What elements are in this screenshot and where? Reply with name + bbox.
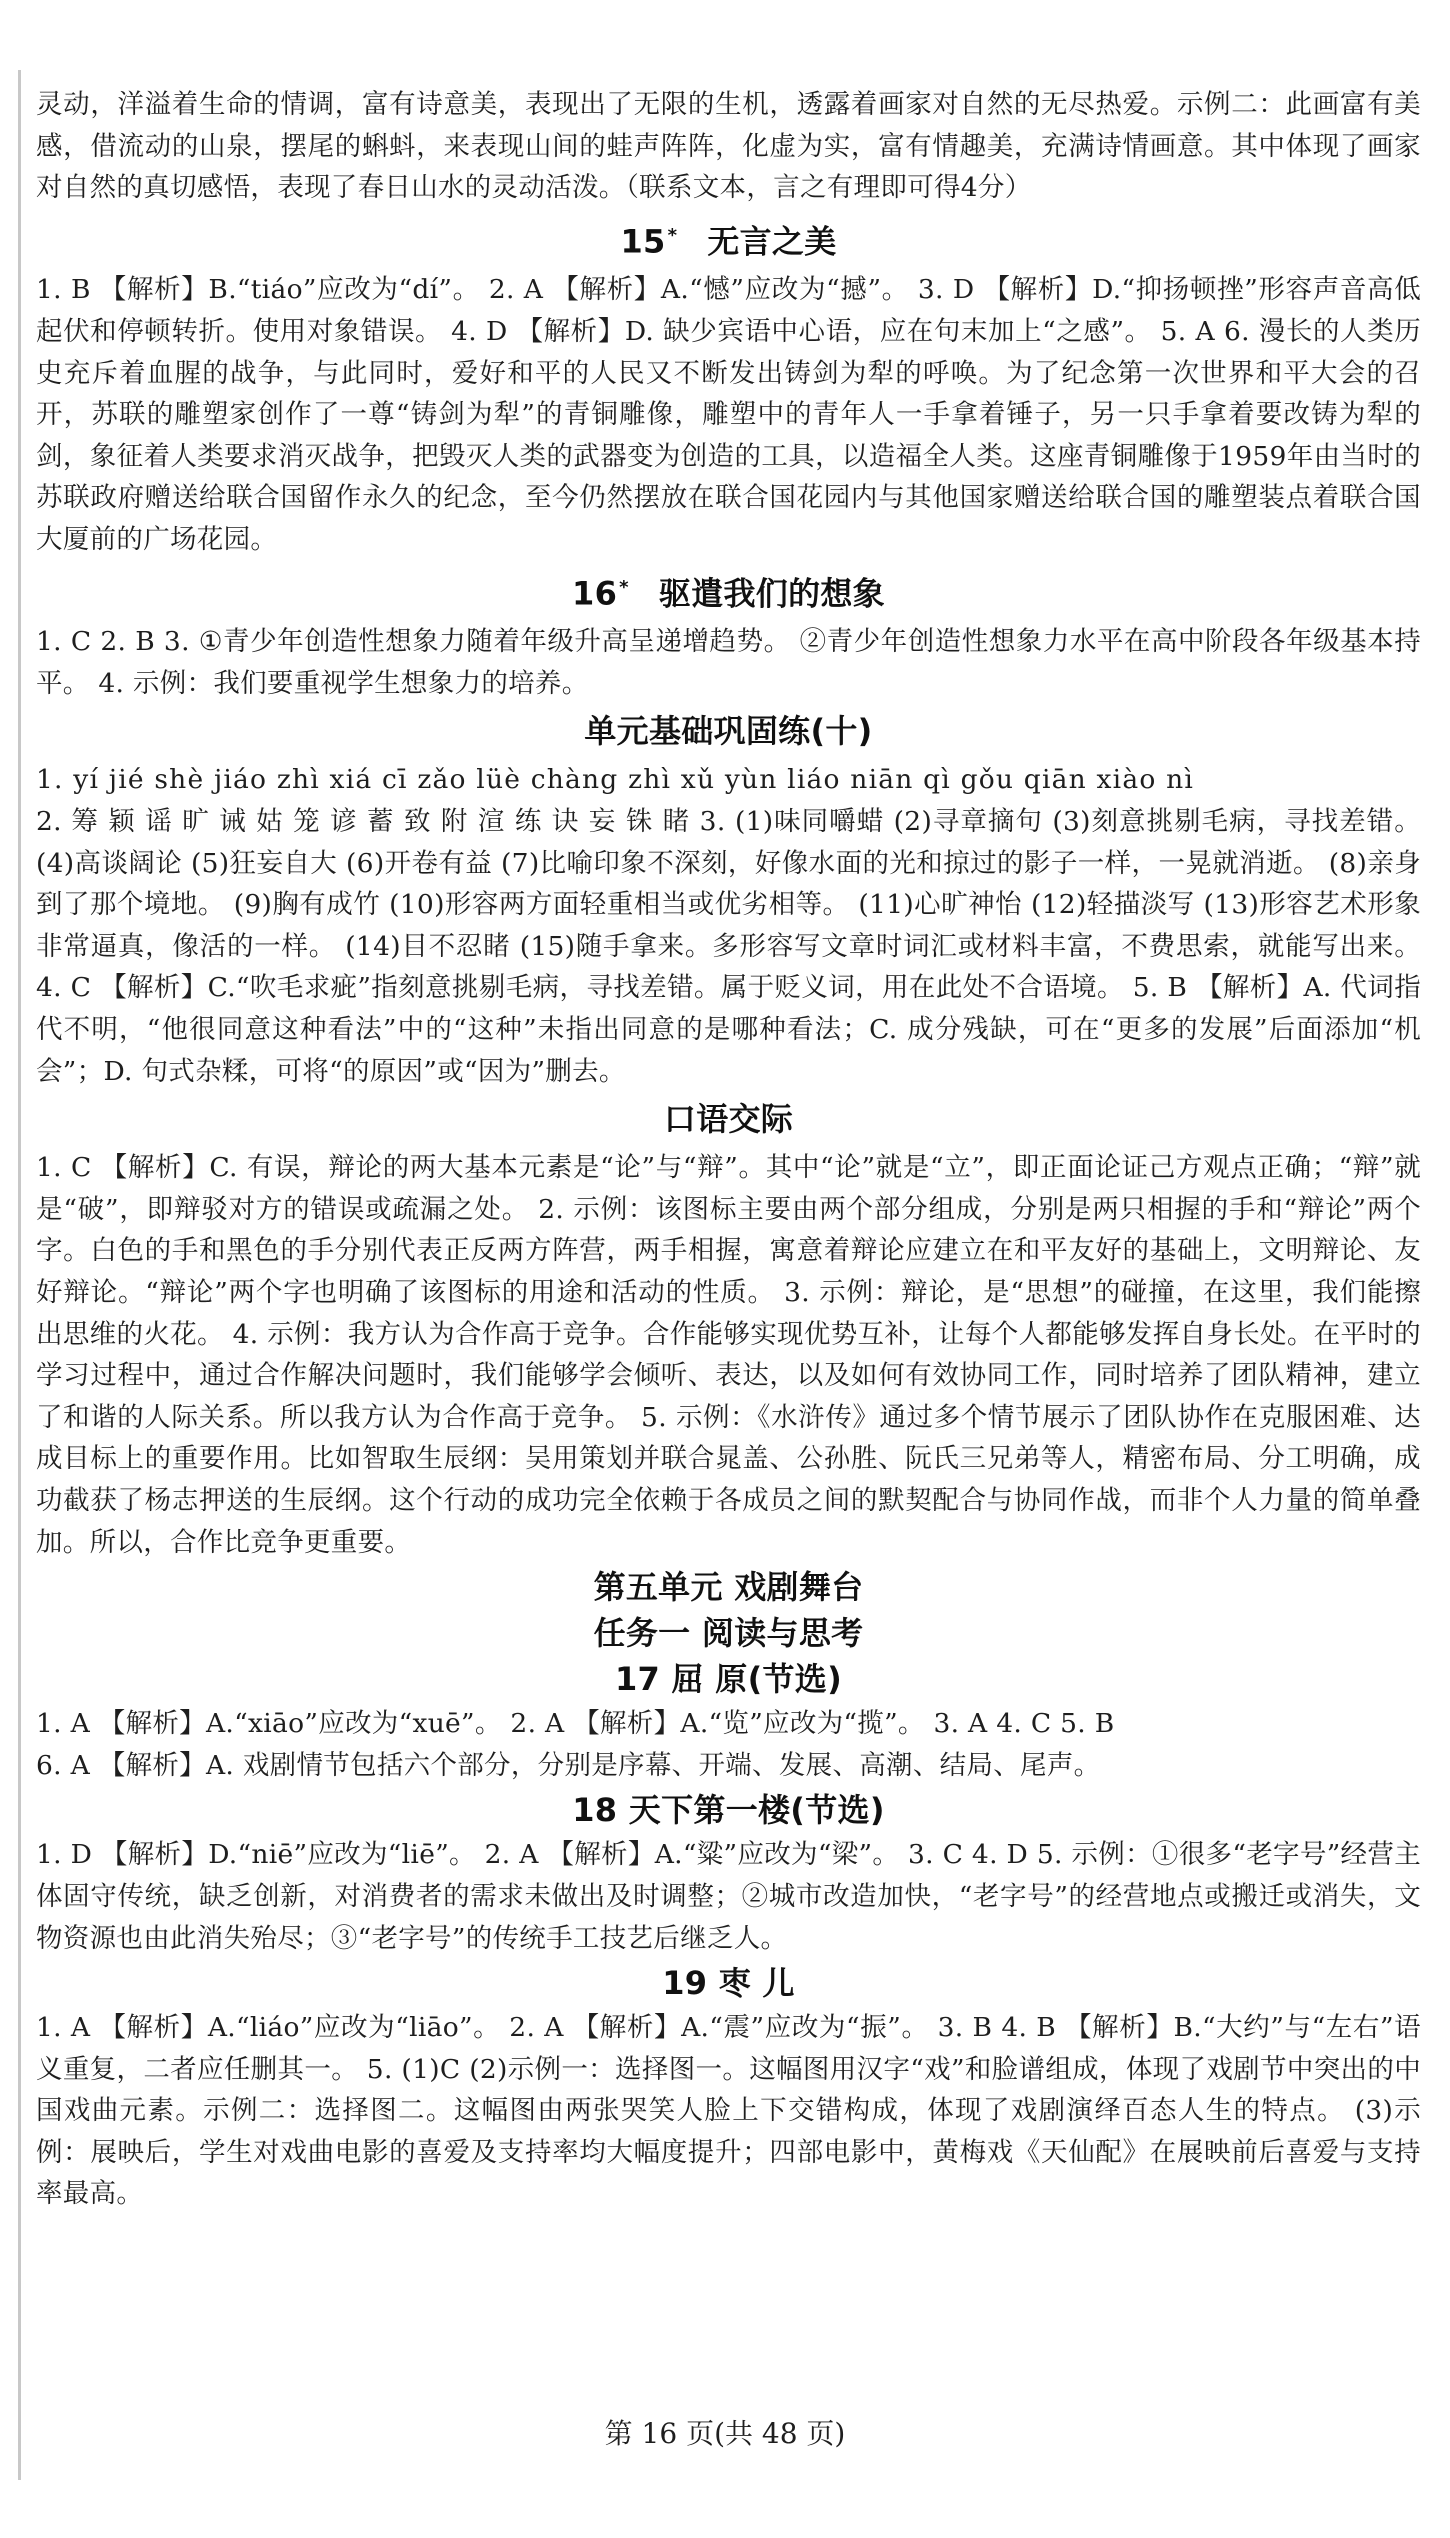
unit-5-title: 第五单元 戏剧舞台: [593, 1568, 864, 1607]
section-18-answers: 1. D 【解析】D.“niē”应改为“liē”。 2. A 【解析】A.“粱”应改为“梁”。 3. C 4. D 5. 示例：①很多“老字号”经营主体固守传统，缺乏创新，对消费者的需求未做出及时调整；②城市改造加快，“老字号”的经营地点或搬迁或消失，文物资源也由此消失殆尽；③“老字号”的传统手工技艺后继乏人。: [36, 1839, 1421, 1954]
section-15-number: 15: [620, 222, 666, 261]
section-18-title: 18 天下第一楼(节选): [572, 1791, 885, 1830]
section-19-answers: 1. A 【解析】A.“liáo”应改为“liāo”。 2. A 【解析】A.“震”应改为“振”。 3. B 4. B 【解析】B.“大约”与“左右”语义重复，二者应任删其一。 5. (1)C (2)示例一：选择图一。这幅图用汉字“戏”和脸谱组成，体现了戏剧节中突出的中国戏曲元素。示例二：选择图二。这幅图由两张哭笑人脸上下交错构成，体现了戏剧演绎百态人生的特点。 (3)示例：展映后，学生对戏曲电影的喜爱及支持率均大幅度提升；四部电影中，黄梅戏《天仙配》在展映前后喜爱与支持率最高。: [36, 2012, 1421, 2210]
answer-content: [36, 84, 1421, 2215]
unit-10-answers: 2. 筹 颖 谣 旷 诫 姑 笼 谚 蓄 致 附 渲 练 诀 妄 铢 睹 3. (1)味同嚼蜡 (2)寻章摘句 (3)刻意挑剔毛病，寻找差错。 (4)高谈阔论 (5)狂妄自大 (6)开卷有益 (7)比喻印象不深刻，好像水面的光和掠过的影子一样，一晃就消逝。 (8)亲身到了那个境地。 (9)胸有成竹 (10)形容两方面轻重相当或优劣相等。 (11)心旷神怡 (12)轻描淡写 (13)形容艺术形象非常逼真，像活的一样。 (14)目不忍睹 (15)随手拿来。多形容写文章时词汇或材料丰富，不费思索，就能写出来。 4. C 【解析】C.“吹毛求疵”指刻意挑剔毛病，寻找差错。属于贬义词，用在此处不合语境。 5. B 【解析】A. 代词指代不明，“他很同意这种看法”中的“这种”未指出同意的是哪种看法；C. 成分残缺，可在“更多的发展”后面添加“机会”；D. 句式杂糅，可将“的原因”或“因为”删去。: [36, 806, 1421, 1087]
section-17-line-2: 6. A 【解析】A. 戏剧情节包括六个部分，分别是序幕、开端、发展、高潮、结局、尾声。: [36, 1749, 1101, 1781]
oral-communication-title: 口语交际: [663, 1100, 794, 1139]
oral-communication-answers: 1. C 【解析】C. 有误，辩论的两大基本元素是“论”与“辩”。其中“论”就是“立”，即正面论证己方观点正确；“辩”就是“破”，即辩驳对方的错误或疏漏之处。 2. 示例：该图标主要由两个部分组成，分别是两只相握的手和“辩论”两个字。白色的手和黑色的手分别代表正反两方阵营，两手相握，寓意着辩论应建立在和平友好的基础上，文明辩论、友好辩论。“辩论”两个字也明确了该图标的用途和活动的性质。 3. 示例：辩论，是“思想”的碰撞，在这里，我们能擦出思维的火花。 4. 示例：我方认为合作高于竞争。合作能够实现优势互补，让每个人都能够发挥自身长处。在平时的学习过程中，通过合作解决问题时，我们能够学会倾听、表达，以及如何有效协同工作，同时培养了团队精神，建立了和谐的人际关系。所以我方认为合作高于竞争。 5. 示例：《水浒传》通过多个情节展示了团队协作在克服困难、达成目标上的重要作用。比如智取生辰纲：吴用策划并联合晁盖、公孙胜、阮氏三兄弟等人，精密布局、分工明确，成功截获了杨志押送的生辰纲。这个行动的成功完全依赖于各成员之间的默契配合与协同作战，而非个人力量的简单叠加。所以，合作比竞争更重要。: [36, 1152, 1421, 1558]
unit-10-title: 单元基础巩固练(十): [584, 712, 873, 751]
unit-10-pinyin: 1. yí jié shè jiáo zhì xiá cī zǎo lüè chàng zhì xǔ yùn liáo niān qì gǒu qiān xiào nì: [36, 764, 1195, 796]
section-15-answers: 1. B 【解析】B.“tiáo”应改为“dí”。 2. A 【解析】A.“憾”应改为“撼”。 3. D 【解析】D.“抑扬顿挫”形容声音高低起伏和停顿转折。使用对象错误。 4. D 【解析】D. 缺少宾语中心语，应在句末加上“之感”。 5. A 6. 漫长的人类历史充斥着血腥的战争，与此同时，爱好和平的人民又不断发出铸剑为犁的呼唤。为了纪念第一次世界和平大会的召开，苏联的雕塑家创作了一尊“铸剑为犁”的青铜雕像，雕塑中的青年人一手拿着锤子，另一只手拿着要改铸为犁的剑，象征着人类要求消灭战争，把毁灭人类的武器变为创造的工具，以造福全人类。这座青铜雕像于1959年由当时的苏联政府赠送给联合国留作永久的纪念，至今仍然摆放在联合国花园内与其他国家赠送给联合国的雕塑装点着联合国大厦前的广场花园。: [36, 274, 1421, 555]
section-19-title: 19 枣 儿: [662, 1964, 795, 2003]
section-15-title: [36, 214, 1421, 264]
section-17-title: 17 屈 原(节选): [614, 1660, 843, 1699]
section-15-star: *: [667, 224, 678, 246]
section-16-number: 16: [572, 574, 618, 613]
section-16-answers: 1. C 2. B 3. ①青少年创造性想象力随着年级升高呈递增趋势。 ②青少年创造性想象力水平在高中阶段各年级基本持平。 4. 示例：我们要重视学生想象力的培养。: [36, 626, 1421, 699]
section-16-title: [36, 566, 1421, 616]
section-15-name: 无言之美: [707, 222, 837, 261]
section-17-line-1: 1. A 【解析】A.“xiāo”应改为“xuē”。 2. A 【解析】A.“览”应改为“揽”。 3. A 4. C 5. B: [36, 1708, 1115, 1740]
section-16-name: 驱遣我们的想象: [658, 574, 885, 613]
intro-paragraph: 灵动，洋溢着生命的情调，富有诗意美，表现出了无限的生机，透露着画家对自然的无尽热爱。示例二：此画富有美感，借流动的山泉，摆尾的蝌蚪，来表现山间的蛙声阵阵，化虚为实，富有情趣美，充满诗情画意。其中体现了画家对自然的真切感悟，表现了春日山水的灵动活泼。（联系文本，言之有理即可得4分）: [36, 89, 1421, 204]
binding-margin-line: [18, 70, 21, 2480]
task-1-title: 任务一 阅读与思考: [593, 1614, 864, 1653]
section-16-star: *: [619, 576, 629, 598]
page-number-footer: 第 16 页(共 48 页): [604, 2417, 846, 2450]
